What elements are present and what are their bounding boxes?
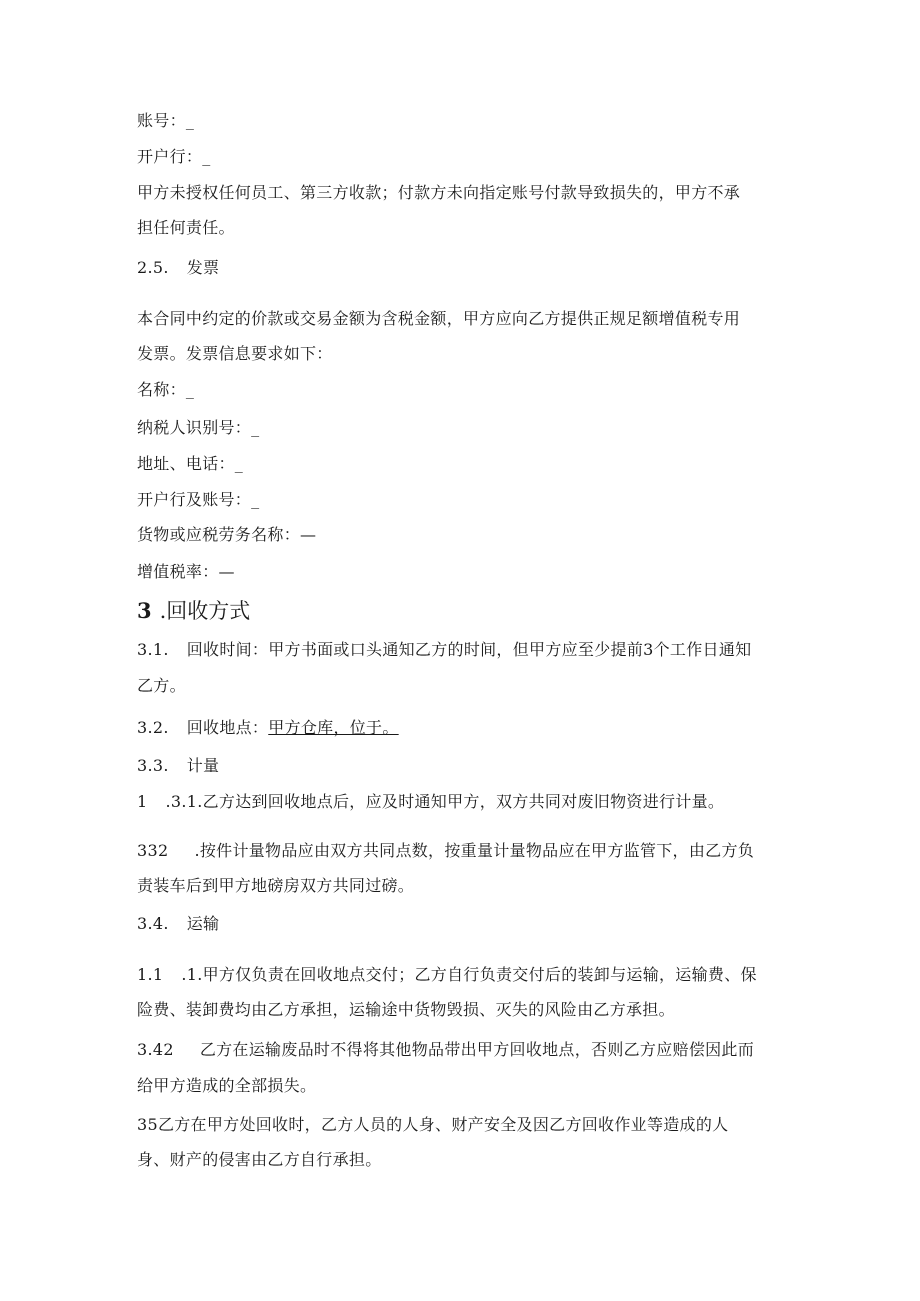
invoice-paragraph-line-2: 发票。发票信息要求如下： [137,344,333,363]
section-text: .3.1.乙方达到回收地点后，应及时通知甲方，双方共同对废旧物资进行计量。 [165,792,725,811]
bank-line: 开户行：_ [137,147,211,166]
section-3-1-line-2: 乙方。 [137,676,186,695]
section-number: 3.4. [137,914,169,933]
invoice-taxpayer-id: 纳税人识别号：_ [137,418,260,437]
disclaimer-line-1: 甲方未授权任何员工、第三方收款；付款方未向指定账号付款导致损失的，甲方不承 [137,183,741,202]
section-3-3-2-line-2: 责装车后到甲方地磅房双方共同过磅。 [137,876,415,895]
disclaimer-line-2: 担任何责任。 [137,218,235,237]
section-number: 3.42 [137,1040,174,1059]
section-3-heading [137,598,250,624]
section-3-3-heading [137,756,219,776]
invoice-tax-rate: 增值税率：— [137,562,235,581]
section-3-4-1-line-1 [137,965,757,985]
section-number: 332 [137,841,169,860]
section-3-3-2-line-1 [137,841,754,861]
invoice-bank-account: 开户行及账号：_ [137,490,260,509]
underlined-location: 甲方仓库，位于。 [268,718,399,737]
section-title: 计量 [186,756,220,775]
section-3-1-line-1 [137,640,751,660]
section-2-5-heading [137,258,219,278]
section-3-5-line-1: 35乙方在甲方处回收时，乙方人员的人身、财产安全及因乙方回收作业等造成的人 [137,1115,729,1134]
section-3-2 [137,718,399,738]
section-text: 回收时间：甲方书面或口头通知乙方的时间，但甲方应至少提前3个工作日通知 [186,640,752,659]
section-title: .回收方式 [159,599,251,623]
section-number: 3.3. [137,756,169,775]
invoice-paragraph-line-1: 本合同中约定的价款或交易金额为含税金额，甲方应向乙方提供正规足额增值税专用 [137,309,741,328]
section-number: 3.1. [137,640,169,659]
section-title: 运输 [186,914,220,933]
section-number: 1 [137,792,148,811]
section-text: .按件计量物品应由双方共同点数，按重量计量物品应在甲方监管下，由乙方负 [194,841,755,860]
section-3-4-1-line-2: 险费、装卸费均由乙方承担，运输途中货物毁损、灭失的风险由乙方承担。 [137,1000,675,1019]
section-number: 3.2. [137,718,169,737]
section-number: 1.1 [137,965,164,984]
section-text: .1.甲方仅负责在回收地点交付；乙方自行负责交付后的装卸与运输，运输费、保 [181,965,757,984]
section-label: 回收地点： [186,718,269,737]
section-3-3-1 [137,792,724,812]
section-number: 2.5. [137,258,169,277]
section-number: 3 [137,598,152,623]
invoice-goods-name: 货物或应税劳务名称：— [137,525,317,544]
section-3-4-heading [137,914,219,934]
section-3-5-line-2: 身、财产的侵害由乙方自行承担。 [137,1150,382,1169]
section-3-4-2-line-1 [137,1040,754,1060]
invoice-name: 名称：_ [137,380,195,399]
account-line: 账号：_ [137,111,195,130]
section-text: 乙方在运输废品时不得将其他物品带出甲方回收地点，否则乙方应赔偿因此而 [199,1040,755,1059]
section-title: 发票 [186,258,220,277]
invoice-address-phone: 地址、电话：_ [137,454,244,473]
section-3-4-2-line-2: 给甲方造成的全部损失。 [137,1076,317,1095]
